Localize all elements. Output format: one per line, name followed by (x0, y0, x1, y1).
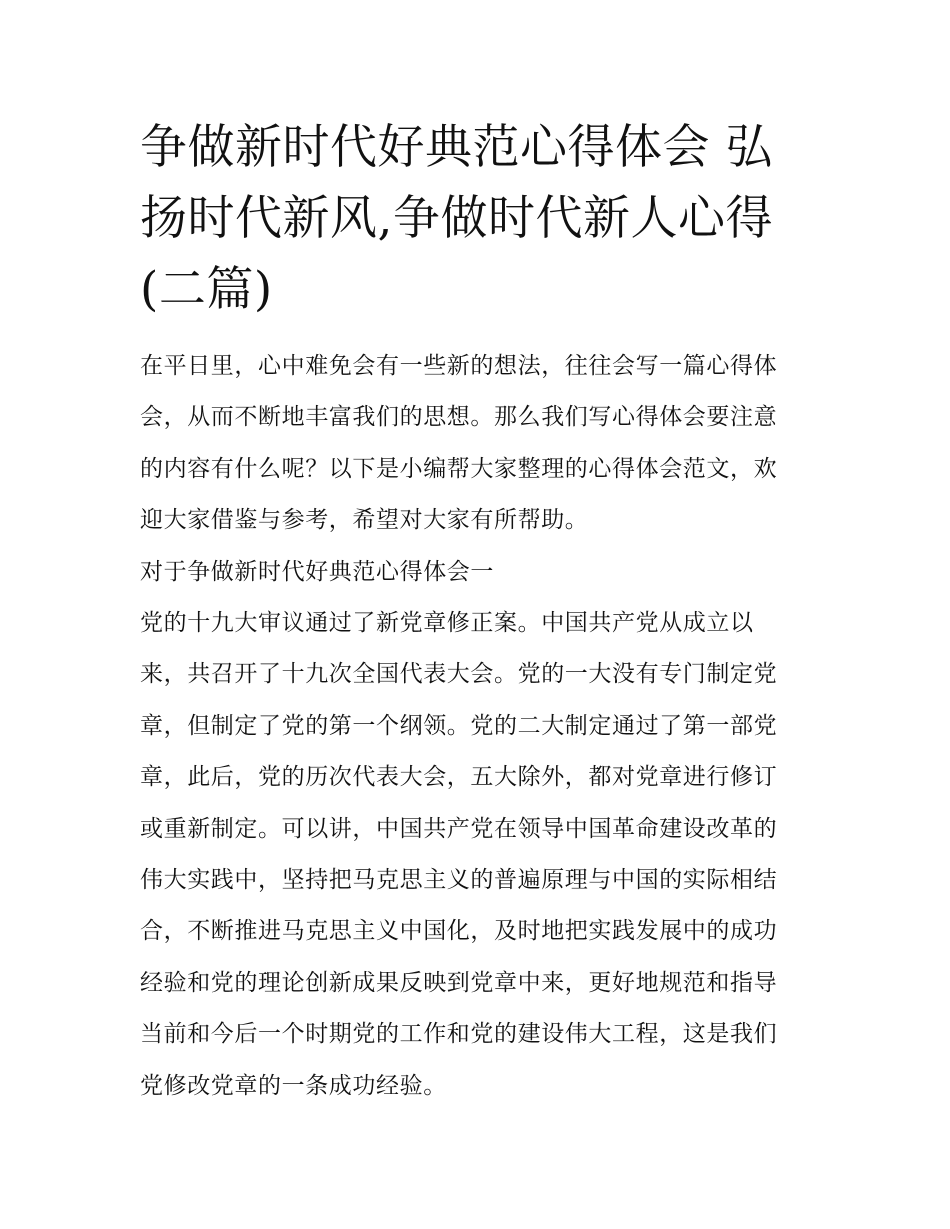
paragraph-line: 合，不断推进马克思主义中国化，及时地把实践发展中的成功 (140, 918, 778, 945)
paragraph-line: 党的十九大审议通过了新党章修正案。中国共产党从成立以 (140, 610, 754, 637)
paragraph-line: 迎大家借鉴与参考，希望对大家有所帮助。 (140, 507, 589, 534)
document-title (140, 112, 812, 325)
paragraph-line: 在平日里，心中难免会有一些新的想法，往往会写一篇心得体 (140, 353, 778, 379)
paragraph-line: 章，此后，党的历次代表大会，五大除外，都对党章进行修订 (140, 764, 778, 791)
paragraph-line: 章，但制定了党的第一个纲领。党的二大制定通过了第一部党 (140, 712, 778, 739)
title-line: 扬时代新风,争做时代新人心得 (140, 191, 773, 246)
title-line: (二篇) (140, 262, 273, 317)
document-content (140, 112, 812, 1112)
paragraph-line: 的内容有什么呢？以下是小编帮大家整理的心得体会范文，欢 (140, 455, 778, 482)
paragraph-line: 党修改党章的一条成功经验。 (140, 1072, 447, 1099)
document-body (140, 341, 812, 1112)
title-line: 争做新时代好典范心得体会 弘 (140, 120, 773, 175)
paragraph-line: 经验和党的理论创新成果反映到党章中来，更好地规范和指导 (140, 969, 778, 996)
intro-paragraph (140, 341, 812, 547)
paragraph-line: 当前和今后一个时期党的工作和党的建设伟大工程，这是我们 (140, 1021, 778, 1048)
paragraph-line: 会，从而不断地丰富我们的思想。那么我们写心得体会要注意 (140, 404, 778, 431)
section-paragraph (140, 598, 812, 1112)
paragraph-line: 伟大实践中，坚持把马克思主义的普遍原理与中国的实际相结 (140, 867, 778, 894)
paragraph-line: 来，共召开了十九次全国代表大会。党的一大没有专门制定党 (140, 661, 778, 688)
section-heading: 对于争做新时代好典范心得体会一 (140, 558, 494, 585)
paragraph-line: 或重新制定。可以讲，中国共产党在领导中国革命建设改革的 (140, 815, 778, 842)
